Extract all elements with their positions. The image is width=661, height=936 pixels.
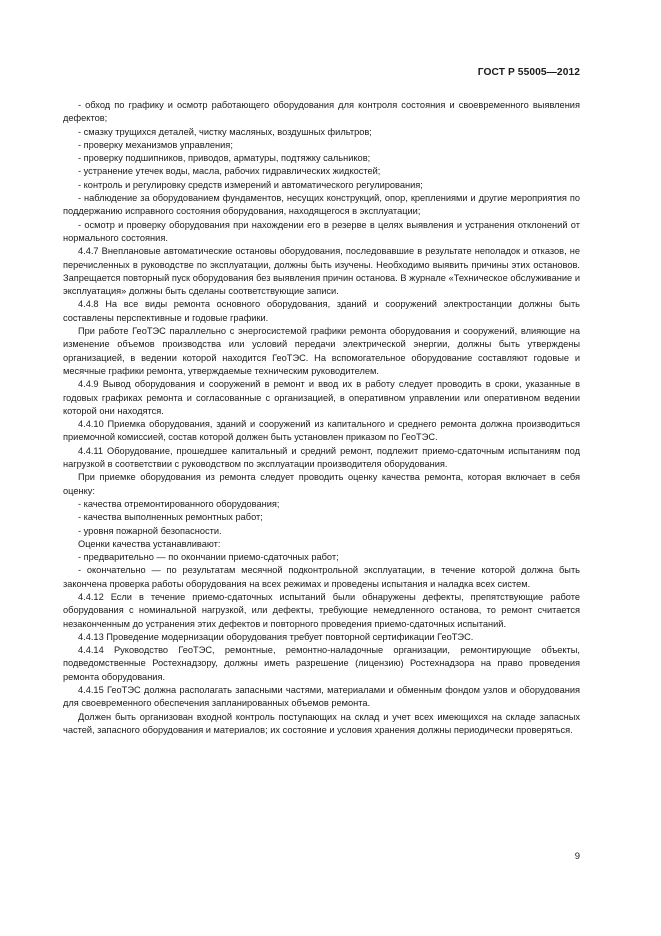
paragraph: 4.4.7 Внеплановые автоматические остановы оборудования, последовавшие в результате неполадок и отказов, не перечисленных в руководстве по эксплуатации, должны быть изучены. Необходимо выявить причины этих остановов. Запрещается повторный пуск оборудования без выявления причин останова. В журнале «Техническое обслуживание и эксплуатация» должны быть сделаны соответствующие записи. [63, 246, 580, 297]
paragraph: 4.4.11 Оборудование, прошедшее капитальный и средний ремонт, подлежит приемо-сдаточным испытаниям под нагрузкой в соответствии с руководством по эксплуатации производителя оборудования. [63, 445, 580, 470]
paragraph: При приемке оборудования из ремонта следует проводить оценку качества ремонта, которая включает в себя оценку: [63, 472, 580, 496]
paragraph: Оценки качества устанавливают: [78, 538, 221, 549]
list-item: - устранение утечек воды, масла, рабочих гидравлических жидкостей; [78, 166, 381, 177]
page-number: 9 [574, 851, 580, 862]
list-item: - уровня пожарной безопасности. [78, 525, 222, 536]
paragraph: 4.4.15 ГеоТЭС должна располагать запасными частями, материалами и обменным фондом узлов и оборудования для своевременного обеспечения запланированных объемов ремонта. [63, 685, 580, 709]
list-item: - качества выполненных ремонтных работ; [78, 512, 263, 523]
document-header: ГОСТ Р 55005—2012 [477, 67, 580, 78]
list-item: - проверку механизмов управления; [78, 139, 233, 150]
paragraph: 4.4.9 Вывод оборудования и сооружений в ремонт и ввод их в работу следует проводить в сроки, указанные в годовых графиках ремонта и согласованные с организацией, в оперативном управлении или оперативном ведении которой они находятся. [63, 379, 580, 416]
paragraph: Должен быть организован входной контроль поступающих на склад и учет всех имеющихся на складе запасных частей, запасного оборудования и материалов; их состояние и условия хранения должны периодически проверяться. [63, 711, 580, 735]
list-item: - качества отремонтированного оборудования; [78, 498, 280, 509]
paragraph: 4.4.8 На все виды ремонта основного оборудования, зданий и сооружений электростанции должны быть составлены перспективные и годовые графики. [63, 299, 580, 323]
list-item: - предварительно — по окончании приемо-сдаточных работ; [78, 552, 339, 563]
list-item: - смазку трущихся деталей, чистку масляных, воздушных фильтров; [78, 126, 372, 137]
list-item: - проверку подшипников, приводов, арматуры, подтяжку сальников; [78, 153, 371, 164]
list-item: - контроль и регулировку средств измерений и автоматического регулирования; [78, 179, 423, 190]
list-item: - окончательно — по результатам месячной подконтрольной эксплуатации, в течение которой должна быть закончена проверка работы оборудования на всех режимах и проведены испытания и наладка всех систем. [63, 565, 580, 589]
list-item: - обход по графику и осмотр работающего оборудования для контроля состояния и своевременного выявления дефектов; [63, 100, 580, 124]
paragraph: 4.4.13 Проведение модернизации оборудования требует повторной сертификации ГеоТЭС. [78, 631, 474, 642]
paragraph: 4.4.12 Если в течение приемо-сдаточных испытаний были обнаружены дефекты, препятствующие работе оборудования с номинальной нагрузкой, или дефекты, требующие немедленного останова, то ремонт считается незаконченным до устранения этих дефектов и повторного проведения приемо-сдаточных испытаний. [63, 591, 580, 629]
document-body [63, 99, 580, 737]
paragraph: 4.4.10 Приемка оборудования, зданий и сооружений из капитального и среднего ремонта должна производиться приемочной комиссией, состав которой должен быть установлен приказом по ГеоТЭС. [63, 419, 580, 443]
list-item: - наблюдение за оборудованием фундаментов, несущих конструкций, опор, креплениями и другие мероприятия по поддержанию исправного состояния оборудования, находящегося в эксплуатации; [63, 193, 580, 217]
paragraph: При работе ГеоТЭС параллельно с энергосистемой графики ремонта оборудования и сооружений, влияющие на изменение объемов производства или условий передачи электрической энергии, должны быть утверждены организацией, в ведении которой находится ГеоТЭС. На вспомогательное оборудование составляют годовые и месячные графики ремонта, утверждаемые техническим руководителем. [63, 326, 580, 376]
list-item: - осмотр и проверку оборудования при нахождении его в резерве в целях выявления и устранения отклонений от нормального состояния. [63, 219, 580, 243]
paragraph: 4.4.14 Руководство ГеоТЭС, ремонтные, ремонтно-наладочные организации, ремонтирующие объекты, подведомственные Ростехнадзору, должны иметь разрешение (лицензию) Ростехнадзора на право проведения ремонта оборудования. [63, 645, 580, 682]
